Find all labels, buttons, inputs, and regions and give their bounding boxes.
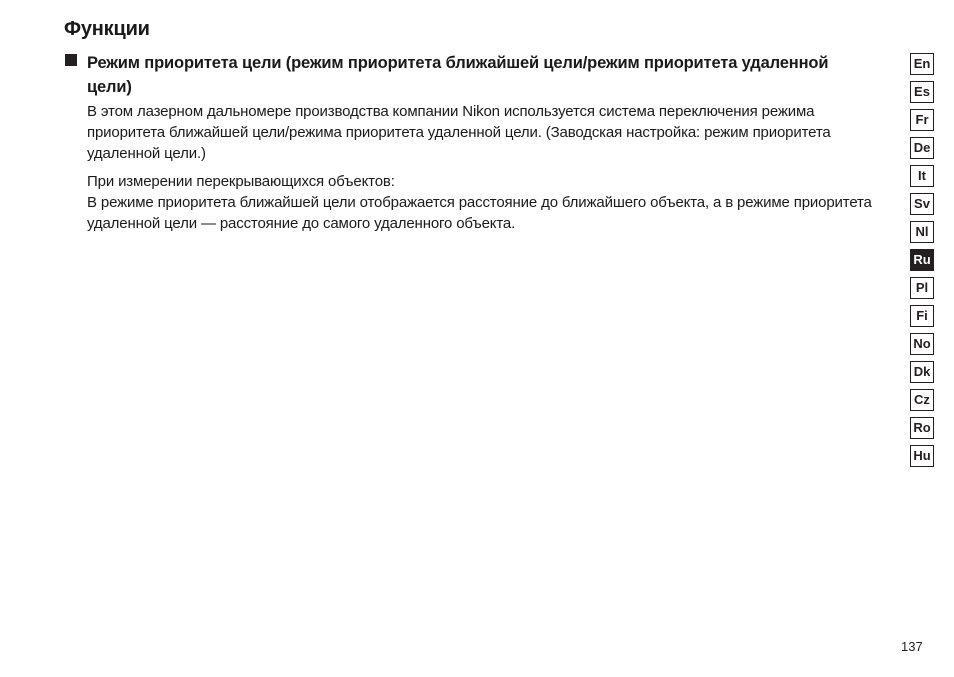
lang-tab-nl[interactable]: Nl: [910, 221, 934, 243]
lang-tab-de[interactable]: De: [910, 137, 934, 159]
lang-tab-no[interactable]: No: [910, 333, 934, 355]
lang-tab-sv[interactable]: Sv: [910, 193, 934, 215]
language-tabs: [910, 53, 936, 473]
lang-tab-ru[interactable]: Ru: [910, 249, 934, 271]
square-bullet-icon: [65, 54, 77, 66]
page-title: Функции: [64, 18, 150, 40]
section-heading-text: Режим приоритета цели (режим приоритета ближайшей цели/режим приоритета удаленной цели): [87, 54, 829, 96]
lang-tab-cz[interactable]: Cz: [910, 389, 934, 411]
lang-tab-fr[interactable]: Fr: [910, 109, 934, 131]
lang-tab-pl[interactable]: Pl: [910, 277, 934, 299]
paragraph-line-1: При измерении перекрывающихся объектов:: [87, 173, 395, 190]
lang-tab-en[interactable]: En: [910, 53, 934, 75]
overlapping-objects-paragraph: [87, 171, 877, 234]
paragraph-text: В этом лазерном дальномере производства компании Nikon используется система переключения режима приоритета ближайшей цели/режима приоритета удаленной цели. (Заводская настройка: режим приоритета удаленной цели.): [87, 103, 831, 162]
description-paragraph: [87, 101, 877, 164]
lang-tab-ro[interactable]: Ro: [910, 417, 934, 439]
page-number: 137: [901, 639, 923, 654]
lang-tab-es[interactable]: Es: [910, 81, 934, 103]
lang-tab-fi[interactable]: Fi: [910, 305, 934, 327]
lang-tab-it[interactable]: It: [910, 165, 934, 187]
lang-tab-hu[interactable]: Hu: [910, 445, 934, 467]
section-heading: [65, 51, 875, 99]
paragraph-line-2: В режиме приоритета ближайшей цели отображается расстояние до ближайшего объекта, а в режиме приоритета удаленной цели — расстояние до самого удаленного объекта.: [87, 194, 872, 232]
lang-tab-dk[interactable]: Dk: [910, 361, 934, 383]
